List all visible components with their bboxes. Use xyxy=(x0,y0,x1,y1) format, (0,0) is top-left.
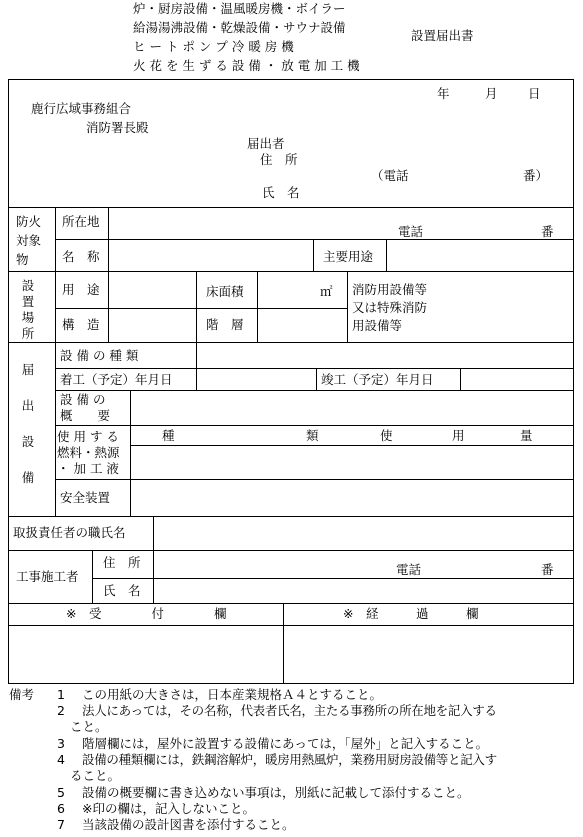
fuel-label-line-3: ・ 加 工 液 xyxy=(57,461,119,476)
manager-label: 取扱責任者の職氏名 xyxy=(13,525,126,540)
use-label: 用 途 xyxy=(62,282,100,297)
category-line-2: 給湯湯沸設備・乾燥設備・サウナ設備 xyxy=(133,20,346,35)
note-text: 法人にあっては，その名称，代表者氏名，主たる事務所の所在地を記入する xyxy=(82,703,497,718)
notifier-name-label[interactable]: 氏 名 xyxy=(262,185,300,200)
progress-header: ※ 経 過 欄 xyxy=(343,606,479,621)
equipment-section-label: 届出設備 xyxy=(21,362,35,485)
fuel-usage-header: 使 xyxy=(380,428,393,443)
install-place-section-label: 設置場所 xyxy=(21,278,35,341)
fuel-usage-header-2: 用 xyxy=(452,428,465,443)
structure-label: 構 造 xyxy=(62,317,100,332)
equipment-type-label: 設 備 の 種 類 xyxy=(60,348,139,363)
note-number: 1 xyxy=(57,687,65,702)
contractor-name-label: 氏 名 xyxy=(103,583,141,598)
location-label: 所在地 xyxy=(62,214,100,229)
note-text-continuation: ること。 xyxy=(70,768,121,783)
note-text: 設備の概要欄に書き込めない事項は，別紙に記載して添付すること。 xyxy=(82,785,470,800)
equipment-note-line-2: 又は特殊消防 xyxy=(352,300,428,315)
fire-target-section-label: 防火対象物 xyxy=(16,214,42,267)
fuel-kind-header: 種 xyxy=(162,428,175,443)
area-unit: ㎡ xyxy=(320,284,333,299)
contractor-phone-suffix: 番 xyxy=(541,562,554,577)
note-number: 6 xyxy=(57,801,65,816)
notes-label: 備考 xyxy=(9,687,35,702)
date-month-label: 月 xyxy=(485,86,498,101)
equipment-note-line-1: 消防用設備等 xyxy=(352,282,428,297)
date-year-label: 年 xyxy=(437,86,450,101)
contractor-label: 工事施工者 xyxy=(16,569,79,584)
note-text: 設備の種類欄には，鉄鋼溶解炉，暖房用熱風炉，業務用厨房設備等と記入す xyxy=(82,752,497,767)
note-text: 当該設備の設計図書を添付すること。 xyxy=(82,817,295,832)
notifier-phone-label[interactable]: （電話 xyxy=(371,168,409,183)
category-line-4: 火 花 を 生 ず る 設 備 ・ 放 電 加 工 機 xyxy=(133,58,360,73)
finish-date-label: 竣工（予定）年月日 xyxy=(321,372,434,387)
note-text: ※印の欄は，記入しないこと。 xyxy=(82,801,255,816)
addressee-title: 消防署長殿 xyxy=(86,120,149,135)
notifier-address-label[interactable]: 住 所 xyxy=(260,152,298,167)
addressee-org: 鹿行広域事務組合 xyxy=(31,101,132,116)
note-text-continuation: こと。 xyxy=(70,719,108,734)
contractor-address-label: 住 所 xyxy=(103,555,141,570)
notifier-phone-suffix: 番） xyxy=(523,168,549,183)
start-date-label: 着工（予定）年月日 xyxy=(60,372,173,387)
note-text: この用紙の大きさは，日本産業規格Ａ４とすること。 xyxy=(82,687,383,702)
equipment-note-line-3: 用設備等 xyxy=(352,318,403,333)
fuel-label-line-2: 燃料・熱源 xyxy=(57,445,120,460)
location-phone-suffix: 番 xyxy=(541,224,554,239)
notifier-label: 届出者 xyxy=(247,136,285,151)
note-number: 5 xyxy=(57,785,65,800)
name-label: 名 称 xyxy=(62,249,100,264)
note-number: 4 xyxy=(57,752,65,767)
main-use-label: 主要用途 xyxy=(323,249,374,264)
safety-device-label: 安全装置 xyxy=(60,490,111,505)
reception-header: ※ 受 付 欄 xyxy=(66,606,227,621)
form-title: 設置届出書 xyxy=(411,28,474,43)
fuel-usage-header-3: 量 xyxy=(520,428,533,443)
outline-label-line-2: 概 要 xyxy=(60,408,111,423)
outline-label-line-1: 設 備 の xyxy=(60,392,106,407)
floor-area-label: 床面積 xyxy=(206,284,244,299)
note-number: 7 xyxy=(57,817,65,832)
note-number: 3 xyxy=(57,736,65,751)
floor-level-label: 階 層 xyxy=(206,317,244,332)
contractor-phone-label[interactable]: 電話 xyxy=(396,562,422,577)
category-line-1: 炉・厨房設備・温風暖房機・ボイラー xyxy=(133,1,346,16)
fuel-kind-header-2: 類 xyxy=(306,428,319,443)
note-text: 階層欄には，屋外に設置する設備にあっては，「屋外」と記入すること。 xyxy=(82,736,489,751)
location-phone-label[interactable]: 電話 xyxy=(398,224,424,239)
date-day-label: 日 xyxy=(528,86,541,101)
fuel-label-line-1: 使 用 す る xyxy=(57,429,119,444)
category-line-3: ヒ ー ト ポ ン プ 冷 暖 房 機 xyxy=(133,39,294,54)
note-number: 2 xyxy=(57,703,65,718)
